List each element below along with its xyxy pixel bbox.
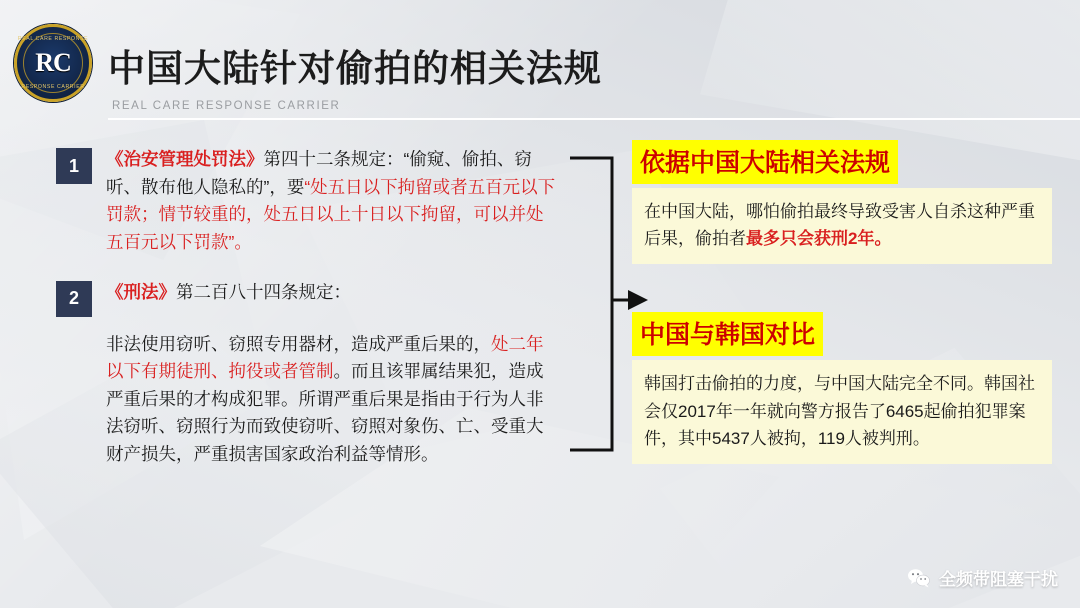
callout-body — [632, 360, 1052, 464]
item-number-badge: 1 — [56, 148, 92, 184]
callout-text: 在中国大陆，哪怕偷拍最终导致受害人自杀这种严重后果，偷拍者 — [644, 202, 1035, 249]
callout-highlight: 最多只会获刑2年。 — [746, 229, 892, 249]
page-subtitle: REAL CARE RESPONSE CARRIER — [112, 100, 341, 112]
list-item — [56, 279, 576, 317]
law-title: 《治安管理处罚法》 — [106, 149, 264, 169]
callout-text: 韩国打击偷拍的力度，与中国大陆完全不同。韩国社会仅2017年一年就向警方报告了6465起偷拍犯罪案件，其中5437人被拘，119人被判刑。 — [644, 374, 1035, 448]
body-part-two: 。而且该罪属结果犯，造成严重后果的才构成犯罪。所谓严重后果是指由于行为人非法窃听、窃照行为而致使窃听、窃照对象伤、亡、受重大财产损失，严重损害国家政治利益等情形。 — [106, 361, 544, 465]
left-content-column — [56, 146, 576, 469]
callout-block — [632, 140, 1052, 264]
item-body-paragraph — [106, 331, 558, 469]
body-part-one: 非法使用窃听、窃照专用器材，造成严重后果的， — [106, 333, 491, 354]
item-text — [106, 146, 558, 257]
callout-title: 依据中国大陆相关法规 — [632, 140, 898, 184]
right-content-column — [632, 140, 1052, 464]
wechat-icon — [907, 568, 931, 588]
callout-body — [632, 188, 1052, 264]
slide-header — [0, 0, 1080, 128]
item-quote-text: “处五日以下拘留或者五百元以下罚款；情节较重的，处五日以上十日以下拘留，可以并处五百元以下罚款”。 — [106, 176, 556, 252]
item-lead-text: 第四十二条规定：“偷窥、偷拍、窃听、散布他人隐私的”，要 — [106, 149, 532, 197]
logo — [14, 24, 92, 102]
item-lead-text: 第二百八十四条规定： — [176, 281, 351, 302]
logo-bottom-text: RESPONSE CARRIER — [21, 84, 85, 90]
item-text — [106, 279, 351, 307]
logo-monogram: RC — [35, 48, 71, 77]
watermark — [907, 565, 1058, 590]
watermark-label: 全频带阻塞干扰 — [939, 570, 1058, 589]
callout-title: 中国与韩国对比 — [632, 312, 823, 356]
item-number-badge: 2 — [56, 281, 92, 317]
list-item — [56, 146, 576, 257]
body-highlight: 处二年以下有期徒刑、拘役或者管制 — [106, 333, 544, 382]
law-title: 《刑法》 — [106, 281, 176, 302]
page-title: 中国大陆针对偷拍的相关法规 — [108, 48, 602, 89]
callout-block — [632, 312, 1052, 464]
header-divider — [108, 118, 1080, 120]
logo-top-text: REAL CARE RESPONSE — [17, 36, 89, 42]
